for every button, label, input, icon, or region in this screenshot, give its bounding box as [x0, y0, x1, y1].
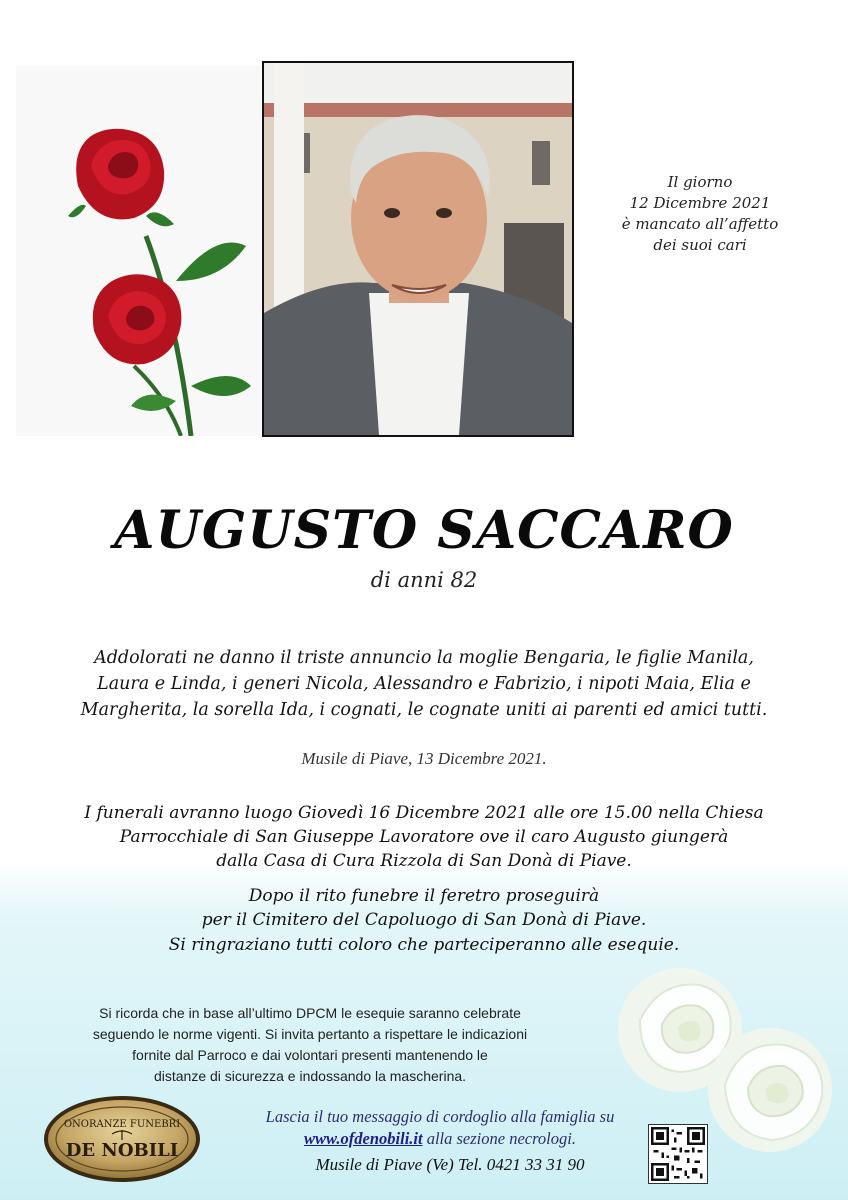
funeral-details — [40, 801, 808, 873]
death-date-line: Il giorno — [667, 173, 733, 191]
procession-line: Dopo il rito funebre il feretro proseguirà — [248, 886, 600, 906]
condolence-line-2 — [220, 1128, 660, 1150]
procession-details — [40, 884, 808, 932]
logo-top-text: ONORANZE FUNEBRI — [63, 1119, 181, 1130]
announcement-line: Margherita, la sorella Ida, i cognati, le cognate uniti ai parenti ed amici tutti. — [80, 700, 768, 720]
funeral-line: dalla Casa di Cura Rizzola di San Donà di Piave. — [216, 851, 632, 871]
website-link[interactable]: www.ofdenobili.it — [304, 1129, 423, 1148]
covid-line: distanze di sicurezza e indossando la mascherina. — [153, 1068, 467, 1084]
death-date-notice — [600, 172, 800, 256]
portrait-photo — [262, 61, 574, 437]
condolence-line-rest: alla sezione necrologi. — [422, 1129, 576, 1148]
thanks-note: Si ringraziano tutti coloro che parteciperanno alle esequie. — [168, 935, 680, 955]
deceased-age: di anni 82 — [370, 568, 478, 592]
condolence-message — [220, 1106, 660, 1150]
condolence-line: Lascia il tuo messaggio di cordoglio alla famiglia su — [265, 1107, 615, 1126]
covid-line: seguendo le norme vigenti. Si invita pertanto a rispettare le indicazioni — [92, 1026, 528, 1042]
death-date-line: 12 Dicembre 2021 — [629, 194, 771, 212]
funeral-line: Parrocchiale di San Giuseppe Lavoratore ove il caro Augusto giungerà — [119, 827, 729, 847]
covid-notice — [40, 1003, 580, 1087]
place-and-date: Musile di Piave, 13 Dicembre 2021. — [301, 749, 547, 768]
qr-code-icon[interactable] — [648, 1124, 708, 1184]
red-roses-icon — [16, 66, 261, 436]
logo-bottom-text: DE NOBILI — [65, 1140, 179, 1161]
funeral-home-logo — [42, 1094, 202, 1184]
announcement-line: Laura e Linda, i generi Nicola, Alessandro e Fabrizio, i nipoti Maia, Elia e — [97, 674, 751, 694]
deceased-name: AUGUSTO SACCARO — [114, 500, 734, 561]
announcement-line: Addolorati ne danno il triste annuncio la moglie Bengaria, le figlie Manila, — [94, 648, 754, 668]
funeral-line: I funerali avranno luogo Giovedì 16 Dicembre 2021 alle ore 15.00 nella Chiesa — [84, 803, 764, 823]
covid-line: Si ricorda che in base all’ultimo DPCM le esequie saranno celebrate — [99, 1005, 521, 1021]
contact-info: Musile di Piave (Ve) Tel. 0421 33 31 90 — [315, 1155, 585, 1174]
death-date-line: dei suoi cari — [653, 236, 747, 254]
procession-line: per il Cimitero del Capoluogo di San Donà di Piave. — [201, 910, 647, 930]
covid-line: fornite dal Parroco e dai volontari presenti mantenendo le — [132, 1047, 488, 1063]
family-announcement — [40, 645, 808, 723]
death-date-line: è mancato all’affetto — [621, 215, 779, 233]
